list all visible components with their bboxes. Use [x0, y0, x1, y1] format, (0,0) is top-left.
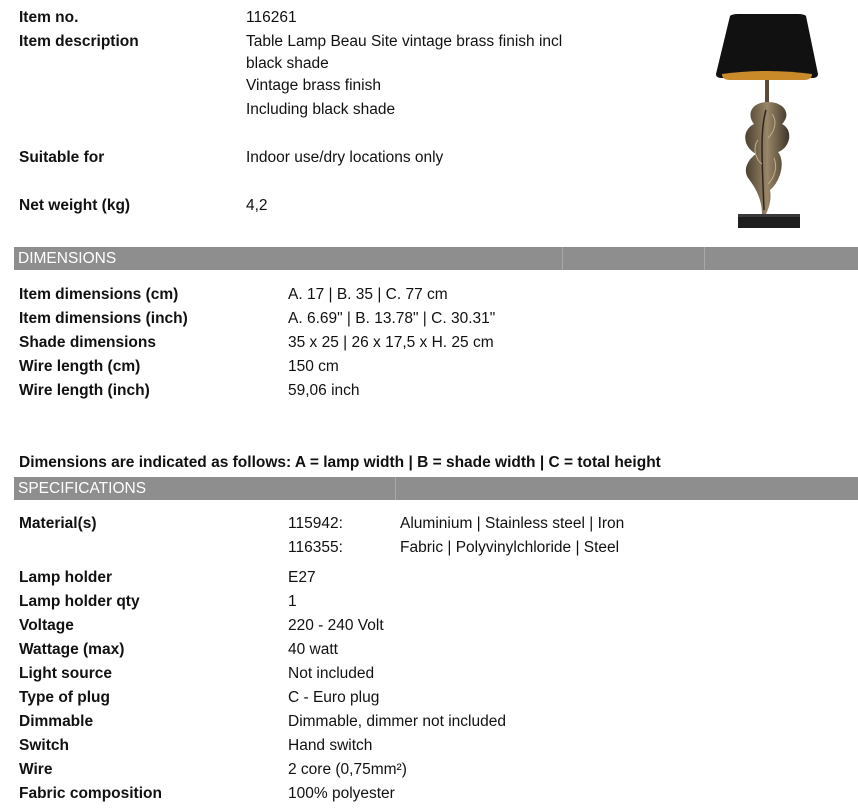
- spec-value: 40 watt: [288, 641, 338, 658]
- dimension-value: 35 x 25 | 26 x 17,5 x H. 25 cm: [288, 334, 494, 351]
- item-description-label: Item description: [19, 33, 139, 50]
- spec-value: 2 core (0,75mm²): [288, 761, 407, 778]
- dimension-value: 59,06 inch: [288, 382, 360, 399]
- material-code: 115942:: [288, 515, 343, 532]
- dimensions-section-header: [14, 247, 858, 270]
- item-description-line: Table Lamp Beau Site vintage brass finish incl: [246, 33, 563, 50]
- lamp-shade: [716, 14, 818, 78]
- material-value: Aluminium | Stainless steel | Iron: [400, 515, 625, 532]
- product-image-lamp: [712, 10, 822, 232]
- spec-label: Wattage (max): [19, 641, 125, 658]
- spec-label: Voltage: [19, 617, 74, 634]
- lamp-leaf-body: [745, 102, 789, 214]
- dimension-label: Item dimensions (cm): [19, 286, 179, 303]
- spec-value: E27: [288, 569, 316, 586]
- specifications-header-label: SPECIFICATIONS: [18, 479, 147, 497]
- spec-label: Type of plug: [19, 689, 110, 706]
- spec-label: Light source: [19, 665, 113, 682]
- dimension-label: Shade dimensions: [19, 334, 156, 351]
- item-number-value: 116261: [246, 9, 297, 26]
- dimensions-header-label: DIMENSIONS: [18, 249, 117, 267]
- material-code: 116355:: [288, 539, 343, 556]
- item-description-line: Including black shade: [246, 101, 396, 118]
- materials-label: Material(s): [19, 515, 97, 532]
- dimension-value: A. 6.69" | B. 13.78" | C. 30.31": [288, 310, 496, 327]
- spec-label: Wire: [19, 761, 53, 778]
- spec-value: 100% polyester: [288, 785, 395, 802]
- spec-label: Fabric composition: [19, 785, 162, 802]
- spec-value: C - Euro plug: [288, 689, 380, 706]
- dimension-value: A. 17 | B. 35 | C. 77 cm: [288, 286, 448, 303]
- suitable-for-value: Indoor use/dry locations only: [246, 149, 444, 166]
- spec-value: Not included: [288, 665, 375, 682]
- dimension-value: 150 cm: [288, 358, 339, 375]
- dimension-label: Item dimensions (inch): [19, 310, 188, 327]
- spec-value: Hand switch: [288, 737, 373, 754]
- specifications-section-header: [14, 477, 858, 500]
- item-number-label: Item no.: [19, 9, 79, 26]
- spec-value: Dimmable, dimmer not included: [288, 713, 506, 730]
- spec-label: Lamp holder: [19, 569, 113, 586]
- suitable-for-label: Suitable for: [19, 149, 105, 166]
- dimension-label: Wire length (cm): [19, 358, 141, 375]
- spec-label: Dimmable: [19, 713, 94, 730]
- spec-value: 1: [288, 593, 297, 610]
- spec-label: Lamp holder qty: [19, 593, 140, 610]
- item-description-line: Vintage brass finish: [246, 77, 381, 94]
- dimension-label: Wire length (inch): [19, 382, 150, 399]
- lamp-stem: [765, 80, 769, 102]
- item-description-line: black shade: [246, 55, 329, 72]
- material-value: Fabric | Polyvinylchloride | Steel: [400, 539, 620, 556]
- spec-label: Switch: [19, 737, 69, 754]
- net-weight-value: 4,2: [246, 197, 268, 214]
- net-weight-label: Net weight (kg): [19, 197, 131, 214]
- dimensions-note: Dimensions are indicated as follows: A = lamp width | B = shade width | C = total height: [19, 454, 661, 471]
- spec-value: 220 - 240 Volt: [288, 617, 384, 634]
